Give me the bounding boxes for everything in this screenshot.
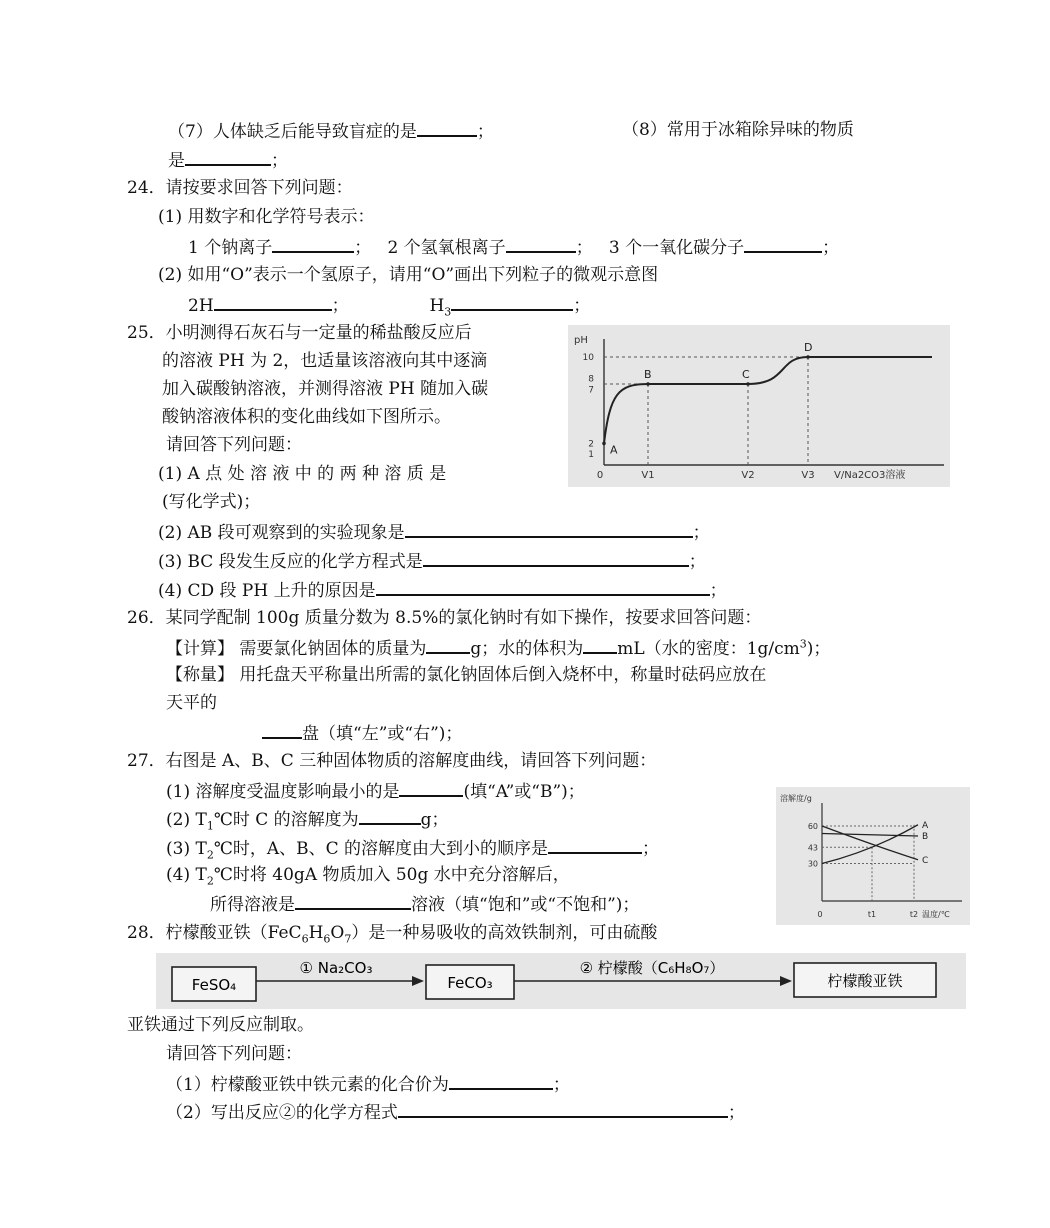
arrow-1-head (412, 976, 424, 986)
ph-curve (604, 357, 932, 443)
ph-point-label-B: B (644, 368, 652, 381)
arrow-2-label: ② 柠檬酸（C₆H₈O₇） (579, 959, 725, 977)
answer-blank[interactable] (548, 836, 642, 854)
sol-curve-label-A: A (922, 820, 929, 831)
ph-x-tick-V3: V3 (801, 470, 815, 481)
q26-weigh: 【称量】 用托盘天平称量出所需的氯化钠固体后倒入烧杯中，称量时砝码应放在 (166, 665, 767, 685)
q23-line2: 是 ； (168, 148, 288, 172)
sol-curve-C (822, 826, 918, 860)
ph-x-label: V/Na2CO3溶液 (834, 470, 906, 481)
answer-blank[interactable] (583, 636, 617, 654)
ph-y-tick-1: 1 (588, 450, 594, 461)
q24-stem: 24．请按要求回答下列问题： (127, 178, 353, 198)
q24-p1: (1) 用数字和化学符号表示： (158, 207, 375, 227)
ph-y-tick-2: 2 (588, 439, 594, 450)
q25-l5: 请回答下列问题： (166, 435, 302, 455)
ph-y-label: pH (574, 335, 588, 346)
answer-blank[interactable] (405, 520, 693, 538)
q25-l7: (写化学式)； (162, 492, 261, 512)
product-label: 柠檬酸亚铁 (827, 972, 903, 990)
ph-point-label-C: C (742, 368, 750, 381)
q28-stem: 28．柠檬酸亚铁$(FeC_6H_6O_7)$是一种易吸收的高效铁制剂，可由硫酸 (127, 923, 658, 946)
q28-p2: （2）写出反应②的化学方程式 ； (166, 1100, 745, 1124)
ph-y-tick-7: 7 (588, 385, 594, 396)
sol-x-tick-t2: t2 (909, 910, 919, 919)
answer-blank[interactable] (376, 578, 710, 596)
ph-x-tick-0: 0 (596, 470, 604, 481)
q25-l6: (1) A 点 处 溶 液 中 的 两 种 溶 质 是 (158, 464, 447, 484)
arrow-2-head (780, 976, 792, 986)
answer-blank[interactable] (398, 1100, 728, 1118)
answer-blank[interactable] (426, 636, 470, 654)
sol-x-label: 温度/℃ (922, 910, 950, 919)
q27-p3: (3) $T_2℃$时，A、B、C 的溶解度由大到小的顺序是 ； (166, 836, 659, 860)
ph-point-D (806, 355, 810, 359)
answer-blank[interactable] (295, 892, 411, 910)
feco3-label: FeCO₃ (447, 974, 493, 992)
answer-blank[interactable] (451, 293, 573, 311)
sol-x-tick-0: 0 (817, 910, 823, 919)
sol-curve-B (822, 834, 918, 837)
arrow-1-label: ① Na₂CO₃ (299, 959, 373, 977)
sol-y-tick-43: 43 (807, 843, 818, 853)
q24-p2: (2) 如用“O”表示一个氢原子，请用“O”画出下列粒子的微观示意图 (158, 265, 659, 285)
answer-blank[interactable] (262, 721, 302, 739)
ph-x-tick-V1: V1 (641, 470, 655, 481)
answer-blank[interactable] (399, 779, 463, 797)
q25-l4: 酸钠溶液体积的变化曲线如下图所示。 (162, 407, 451, 427)
solubility-chart (776, 787, 970, 925)
ph-point-label-A: A (610, 443, 618, 457)
q23-line1: （7）人体缺乏后能导致盲症的是 ； (168, 119, 494, 143)
sol-y-label: 溶解度/g (780, 794, 812, 803)
answer-blank[interactable] (214, 293, 332, 311)
q27-p2: (2) $T_1℃$时 C 的溶解度为 g； (166, 807, 449, 831)
answer-blank[interactable] (272, 235, 354, 253)
sol-y-tick-60: 60 (807, 822, 818, 831)
q26-calc: 【计算】 需要氯化钠固体的质量为 g；水的体积为 mL（水的密度：$1g/cm^3$)； (166, 637, 831, 659)
q27-stem: 27．右图是 A、B、C 三种固体物质的溶解度曲线，请回答下列问题： (127, 751, 657, 771)
q28-p1: （1）柠檬酸亚铁中铁元素的化合价为 ； (166, 1072, 570, 1096)
ph-point-C (746, 382, 750, 386)
q25-l2: 的溶液 PH 为 2，也适量该溶液向其中逐滴 (162, 351, 488, 371)
sol-curve-label-C: C (922, 855, 929, 866)
q27-p1: (1) 溶解度受温度影响最小的是 (填“A”或“B”)； (166, 779, 585, 803)
q27-p4c: 所得溶液是 溶液（填“饱和”或“不饱和”)； (210, 892, 639, 916)
q25-l10: (4) CD 段 PH 上升的原因是 ； (158, 578, 727, 602)
ph-point-B (646, 382, 650, 386)
q23-line1b: （8）常用于冰箱除异味的物质 (622, 120, 854, 140)
feso4-label: FeSO₄ (191, 976, 237, 994)
sol-y-tick-30: 30 (807, 859, 818, 869)
answer-blank[interactable] (185, 148, 271, 166)
ph-y-tick-8: 8 (588, 374, 594, 385)
ph-point-label-D: D (804, 341, 813, 354)
ph-chart (568, 325, 950, 487)
sol-x-tick-t1: t1 (867, 910, 877, 919)
ph-y-tick-10: 10 (582, 353, 594, 363)
answer-blank[interactable] (359, 807, 421, 825)
q25-l8: (2) AB 段可观察到的实验现象是 ； (158, 520, 710, 544)
process-flow-diagram (156, 953, 966, 1009)
q26-stem: 26．某同学配制 100g 质量分数为 8.5%的氯化钠时有如下操作，按要求回答问题： (127, 608, 762, 628)
sol-curve-label-B: B (922, 832, 929, 842)
q25-l1: 25．小明测得石灰石与一定量的稀盐酸反应后 (127, 323, 472, 343)
ph-point-A (602, 442, 606, 446)
answer-blank[interactable] (417, 119, 477, 137)
q26-weigh2: 天平的 (166, 693, 217, 713)
q25-l3: 加入碳酸钠溶液，并测得溶液 PH 随加入碳 (162, 379, 489, 399)
q28-cont: 亚铁通过下列反应制取。 (127, 1015, 314, 1035)
q24-p1-line: 1 个钠离子 ； 2 个氢氧根离子 ； 3 个一氧化碳分子 ； (188, 235, 839, 259)
answer-blank[interactable] (423, 549, 689, 567)
answer-blank[interactable] (506, 235, 576, 253)
q25-l9: (3) BC 段发生反应的化学方程式是 ； (158, 549, 706, 573)
q24-p2-line: 2H ； $H_3$ ； (188, 293, 590, 317)
q28-ask: 请回答下列问题： (166, 1044, 302, 1064)
ph-x-tick-V2: V2 (741, 470, 755, 481)
q27-p4: (4) $T_2℃$时将 40gA 物质加入 50g 水中充分溶解后， (166, 865, 570, 888)
answer-blank[interactable] (449, 1072, 553, 1090)
answer-blank[interactable] (744, 235, 822, 253)
q26-pan: 盘（填“左”或“右”)； (262, 721, 462, 745)
